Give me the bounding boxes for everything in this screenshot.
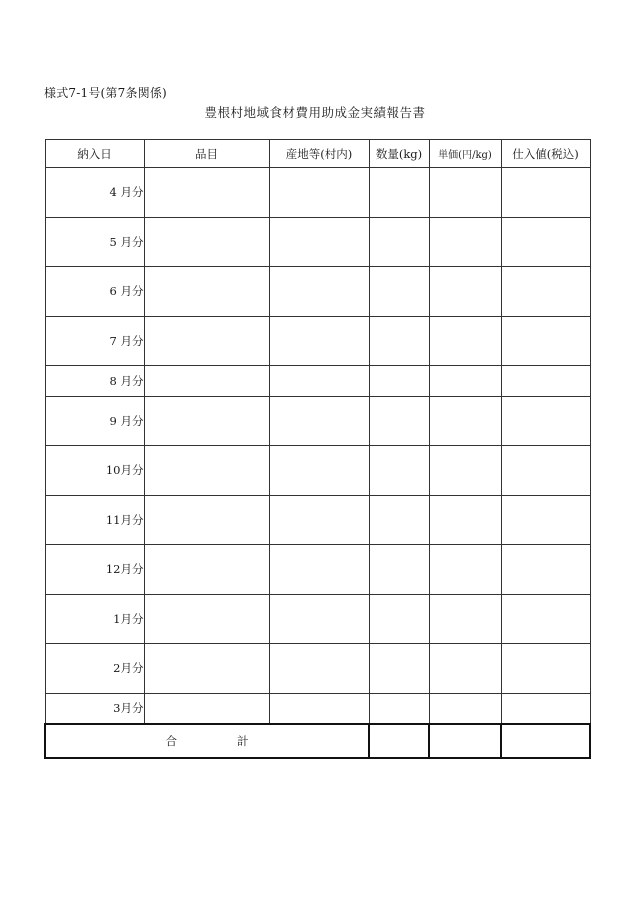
table-row <box>45 168 590 218</box>
origin-cell[interactable] <box>269 267 369 317</box>
purchase-price-cell[interactable] <box>501 644 590 694</box>
quantity-cell[interactable] <box>369 594 429 644</box>
header-quantity: 数量(kg) <box>369 140 429 168</box>
item-cell[interactable] <box>144 545 269 595</box>
unit-price-cell[interactable] <box>429 495 501 545</box>
table-row <box>45 594 590 644</box>
unit-price-cell[interactable] <box>429 366 501 397</box>
unit-price-cell[interactable] <box>429 644 501 694</box>
purchase-price-cell[interactable] <box>501 396 590 446</box>
origin-cell[interactable] <box>269 217 369 267</box>
item-cell[interactable] <box>144 495 269 545</box>
header-item: 品目 <box>144 140 269 168</box>
month-cell: 3月分 <box>45 693 144 724</box>
item-cell[interactable] <box>144 594 269 644</box>
quantity-cell[interactable] <box>369 693 429 724</box>
table-row <box>45 316 590 366</box>
month-cell: 12月分 <box>45 545 144 595</box>
header-unit-price: 単価(円/kg) <box>429 140 501 168</box>
purchase-price-cell[interactable] <box>501 217 590 267</box>
origin-cell[interactable] <box>269 693 369 724</box>
table-row <box>45 693 590 724</box>
table-row <box>45 495 590 545</box>
origin-cell[interactable] <box>269 545 369 595</box>
purchase-price-cell[interactable] <box>501 366 590 397</box>
table-row <box>45 545 590 595</box>
month-cell: 4 月分 <box>45 168 144 218</box>
quantity-cell[interactable] <box>369 217 429 267</box>
month-cell: 1月分 <box>45 594 144 644</box>
quantity-cell[interactable] <box>369 366 429 397</box>
origin-cell[interactable] <box>269 366 369 397</box>
unit-price-cell[interactable] <box>429 267 501 317</box>
total-quantity-cell[interactable] <box>369 724 429 758</box>
total-purchase-price-cell[interactable] <box>501 724 590 758</box>
month-cell: 7 月分 <box>45 316 144 366</box>
origin-cell[interactable] <box>269 168 369 218</box>
total-label-char: 合 <box>165 733 177 748</box>
unit-price-cell[interactable] <box>429 168 501 218</box>
item-cell[interactable] <box>144 217 269 267</box>
unit-price-cell[interactable] <box>429 446 501 496</box>
table-row <box>45 217 590 267</box>
unit-price-cell[interactable] <box>429 217 501 267</box>
origin-cell[interactable] <box>269 396 369 446</box>
unit-price-cell[interactable] <box>429 396 501 446</box>
month-cell: 6 月分 <box>45 267 144 317</box>
quantity-cell[interactable] <box>369 644 429 694</box>
header-row <box>45 140 590 168</box>
header-origin: 産地等(村内) <box>269 140 369 168</box>
quantity-cell[interactable] <box>369 495 429 545</box>
item-cell[interactable] <box>144 168 269 218</box>
quantity-cell[interactable] <box>369 545 429 595</box>
purchase-price-cell[interactable] <box>501 316 590 366</box>
purchase-price-cell[interactable] <box>501 446 590 496</box>
document-title: 豊根村地域食材費用助成金実績報告書 <box>204 105 426 120</box>
quantity-cell[interactable] <box>369 316 429 366</box>
purchase-price-cell[interactable] <box>501 267 590 317</box>
unit-price-cell[interactable] <box>429 594 501 644</box>
item-cell[interactable] <box>144 396 269 446</box>
table-row <box>45 396 590 446</box>
item-cell[interactable] <box>144 267 269 317</box>
item-cell[interactable] <box>144 693 269 724</box>
unit-price-cell[interactable] <box>429 693 501 724</box>
table-row <box>45 644 590 694</box>
quantity-cell[interactable] <box>369 446 429 496</box>
item-cell[interactable] <box>144 316 269 366</box>
purchase-price-cell[interactable] <box>501 594 590 644</box>
table-row <box>45 446 590 496</box>
total-label <box>45 724 369 758</box>
total-unit-price-cell[interactable] <box>429 724 501 758</box>
total-label-char: 計 <box>237 733 249 748</box>
item-cell[interactable] <box>144 644 269 694</box>
month-cell: 2月分 <box>45 644 144 694</box>
report-table <box>44 139 591 759</box>
header-delivery-date: 納入日 <box>45 140 144 168</box>
table-row <box>45 366 590 397</box>
purchase-price-cell[interactable] <box>501 693 590 724</box>
origin-cell[interactable] <box>269 644 369 694</box>
origin-cell[interactable] <box>269 316 369 366</box>
month-cell: 8 月分 <box>45 366 144 397</box>
origin-cell[interactable] <box>269 446 369 496</box>
purchase-price-cell[interactable] <box>501 495 590 545</box>
item-cell[interactable] <box>144 446 269 496</box>
item-cell[interactable] <box>144 366 269 397</box>
unit-price-cell[interactable] <box>429 545 501 595</box>
origin-cell[interactable] <box>269 594 369 644</box>
header-purchase-price: 仕入値(税込) <box>501 140 590 168</box>
month-cell: 5 月分 <box>45 217 144 267</box>
purchase-price-cell[interactable] <box>501 168 590 218</box>
quantity-cell[interactable] <box>369 267 429 317</box>
month-cell: 11月分 <box>45 495 144 545</box>
purchase-price-cell[interactable] <box>501 545 590 595</box>
total-row <box>45 724 590 758</box>
unit-price-cell[interactable] <box>429 316 501 366</box>
form-number: 様式7-1号(第7条関係) <box>44 86 167 100</box>
quantity-cell[interactable] <box>369 168 429 218</box>
origin-cell[interactable] <box>269 495 369 545</box>
quantity-cell[interactable] <box>369 396 429 446</box>
month-cell: 10月分 <box>45 446 144 496</box>
month-cell: 9 月分 <box>45 396 144 446</box>
table-row <box>45 267 590 317</box>
